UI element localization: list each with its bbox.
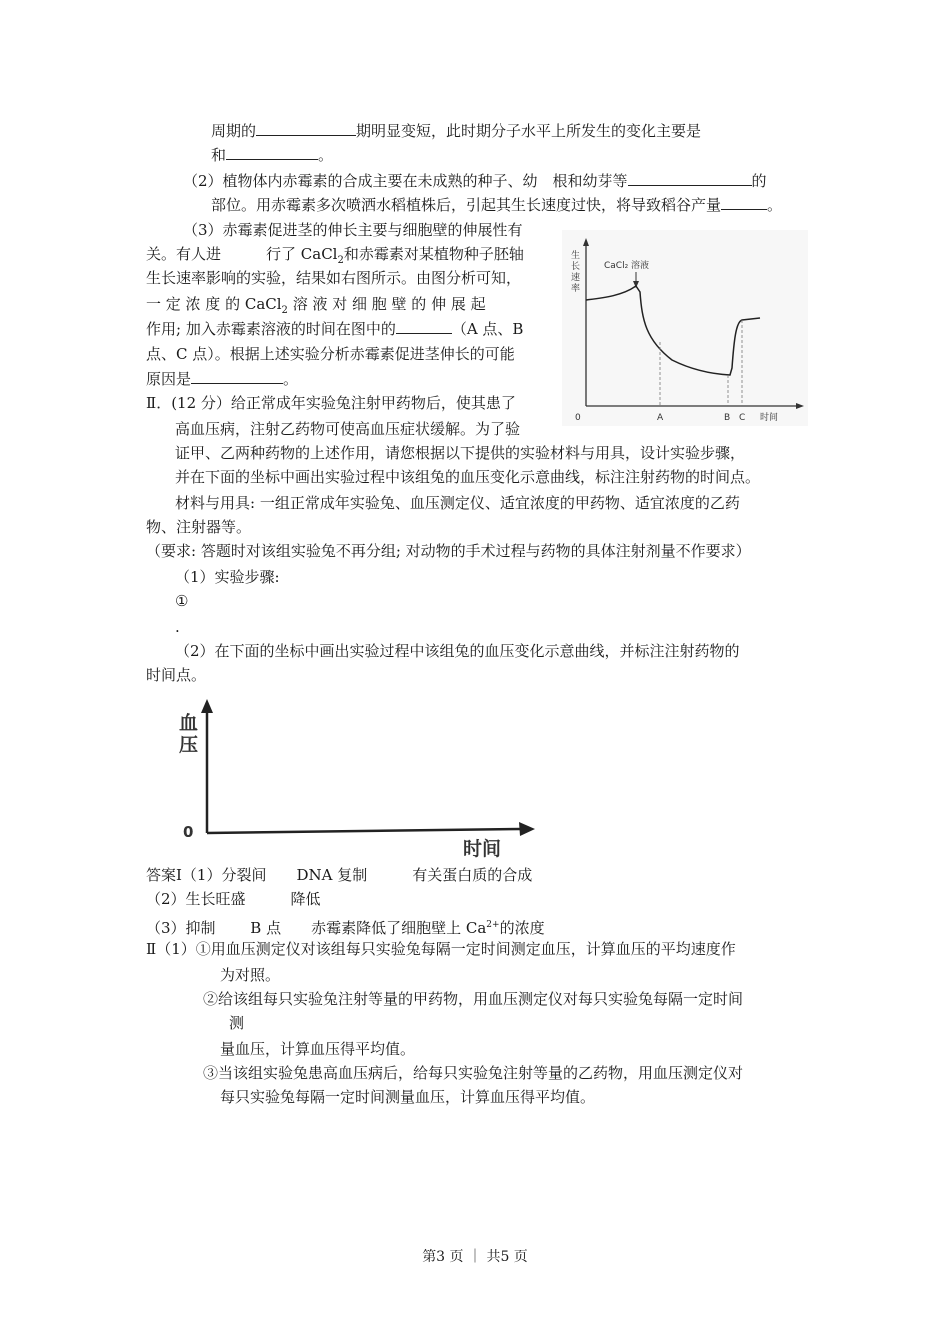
p2-line3: 证甲、乙两种药物的上述作用，请您根据以下提供的实验材料与用具，设计实验步骤， [175,444,746,462]
ans-line7: 测 [229,1014,245,1032]
ans-line10: 每只实验兔每隔一定时间测量血压，计算血压得平均值。 [220,1088,596,1106]
p2-line4: 并在下面的坐标中画出实验过程中该组兔的血压变化示意曲线，标注注射药物的时间点。 [175,468,761,486]
ans-line6: ②给该组每只实验兔注射等量的甲药物，用血压测定仪对每只实验兔每隔一定时间 [203,990,744,1008]
p2-line7: （要求: 答题时对该组实验兔不再分组; 对动物的手术过程与药物的具体注射剂量不作要求） [146,542,751,560]
bp-x-axis-arrow [519,822,535,836]
ans-line1: 答案Ⅰ（1）分裂间 DNA 复制 有关蛋白质的合成 [146,866,533,884]
q1-text-b: 期明显变短，此时期分子水平上所发生的变化主要是 [356,122,702,140]
chart-origin: 0 [575,413,581,423]
q3-line5: 作用; 加入赤霉素溶液的时间在图中的 （A 点、B [146,320,524,338]
ans-line5: 为对照。 [220,966,281,984]
blood-pressure-chart[interactable] [165,695,545,860]
q3-line2: 关。有人进 行了 CaCl$_2$和赤霉素对某植物种子胚轴 [146,245,524,266]
p2-line10: . [175,618,180,636]
q1-blank-1[interactable] [256,120,356,136]
p2-line11: （2）在下面的坐标中画出实验过程中该组兔的血压变化示意曲线，并标注注射药物的 [175,642,740,660]
point-a-label: A [657,413,664,423]
chart-xlabel: 时间 [760,413,779,423]
p2-line12: 时间点。 [146,666,207,684]
q2-line2: 部位。用赤霉素多次喷洒水稻植株后，引起其生长速度过快，将导致稻谷产量 。 [211,196,783,214]
ans-line2: （2）生长旺盛 降低 [146,890,321,908]
q2-blank-2[interactable] [721,194,767,210]
q2-blank-1[interactable] [628,170,752,186]
q1-text-c: 和 [211,146,227,164]
page-footer: 第3 页 ｜ 共5 页 [422,1249,528,1265]
q3-blank-2[interactable] [191,368,283,384]
chart-annotation: CaCl₂ 溶液 [604,261,650,271]
q2-text-a: （2）植物体内赤霉素的合成主要在未成熟的种子、幼 根和幼芽等 [183,172,628,190]
ylabel-4: 率 [571,284,581,294]
q2-text-c: 部位。用赤霉素多次喷洒水稻植株后，引起其生长速度过快，将导致稻谷产量 [211,196,722,214]
p2-line8: （1）实验步骤: [175,568,280,586]
p2-line6: 物、注射器等。 [146,518,252,536]
q3-line7: 原因是 。 [146,370,299,388]
q2-line1 [183,170,767,191]
q1-blank-2[interactable] [226,144,318,160]
bp-ylabel-2: 压 [179,734,199,756]
growth-rate-chart [562,230,808,426]
bp-origin: 0 [183,823,194,841]
q2-text-b: 的 [751,172,767,190]
ylabel-1: 生 [571,251,581,261]
q3-line3: 生长速率影响的实验，结果如右图所示。由图分析可知， [146,269,522,287]
point-b-label: B [724,413,731,423]
p2-line5: 材料与用具: 一组正常成年实验兔、血压测定仪、适宜浓度的甲药物、适宜浓度的乙药 [175,494,740,512]
ans-line9: ③当该组实验兔患高血压病后，给每只实验兔注射等量的乙药物，用血压测定仪对 [203,1064,744,1082]
ans-line4: Ⅱ（1）①用血压测定仪对该组每只实验兔每隔一定时间测定血压，计算血压的平均速度作 [146,940,736,958]
ans-line3: （3）抑制 B 点 赤霉素降低了细胞壁上 $Ca^{2+}$的浓度 [146,919,545,937]
bp-ylabel-1: 血 [179,712,199,734]
chart-background [562,230,808,426]
bp-xlabel: 时间 [463,838,502,860]
ylabel-3: 速 [571,273,581,283]
q3-line6: 点、C 点）。根据上述实验分析赤霉素促进茎伸长的可能 [146,345,515,363]
p2-line9: ① [175,592,189,610]
q1-text-a: 周期的 [211,122,257,140]
p2-line2: 高血压病，注射乙药物可使高血压症状缓解。为了验 [175,420,521,438]
q3-line1: （3）赤霉素促进茎的伸长主要与细胞壁的伸展性有 [183,221,523,239]
q3-blank-1[interactable] [396,318,452,334]
bp-x-axis [207,829,521,833]
point-c-label: C [739,413,746,423]
q1-line2: 和 。 [211,146,334,164]
p2-line1: Ⅱ．(12 分）给正常成年实验兔注射甲药物后，使其患了 [146,394,516,412]
ans-line8: 量血压，计算血压得平均值。 [220,1040,416,1058]
q1-line1 [211,120,701,141]
ylabel-2: 长 [571,262,581,272]
q3-line4: 一 定 浓 度 的 CaCl$_2$ 溶 液 对 细 胞 壁 的 伸 展 起 [146,295,486,316]
bp-y-axis-arrow [201,699,213,713]
